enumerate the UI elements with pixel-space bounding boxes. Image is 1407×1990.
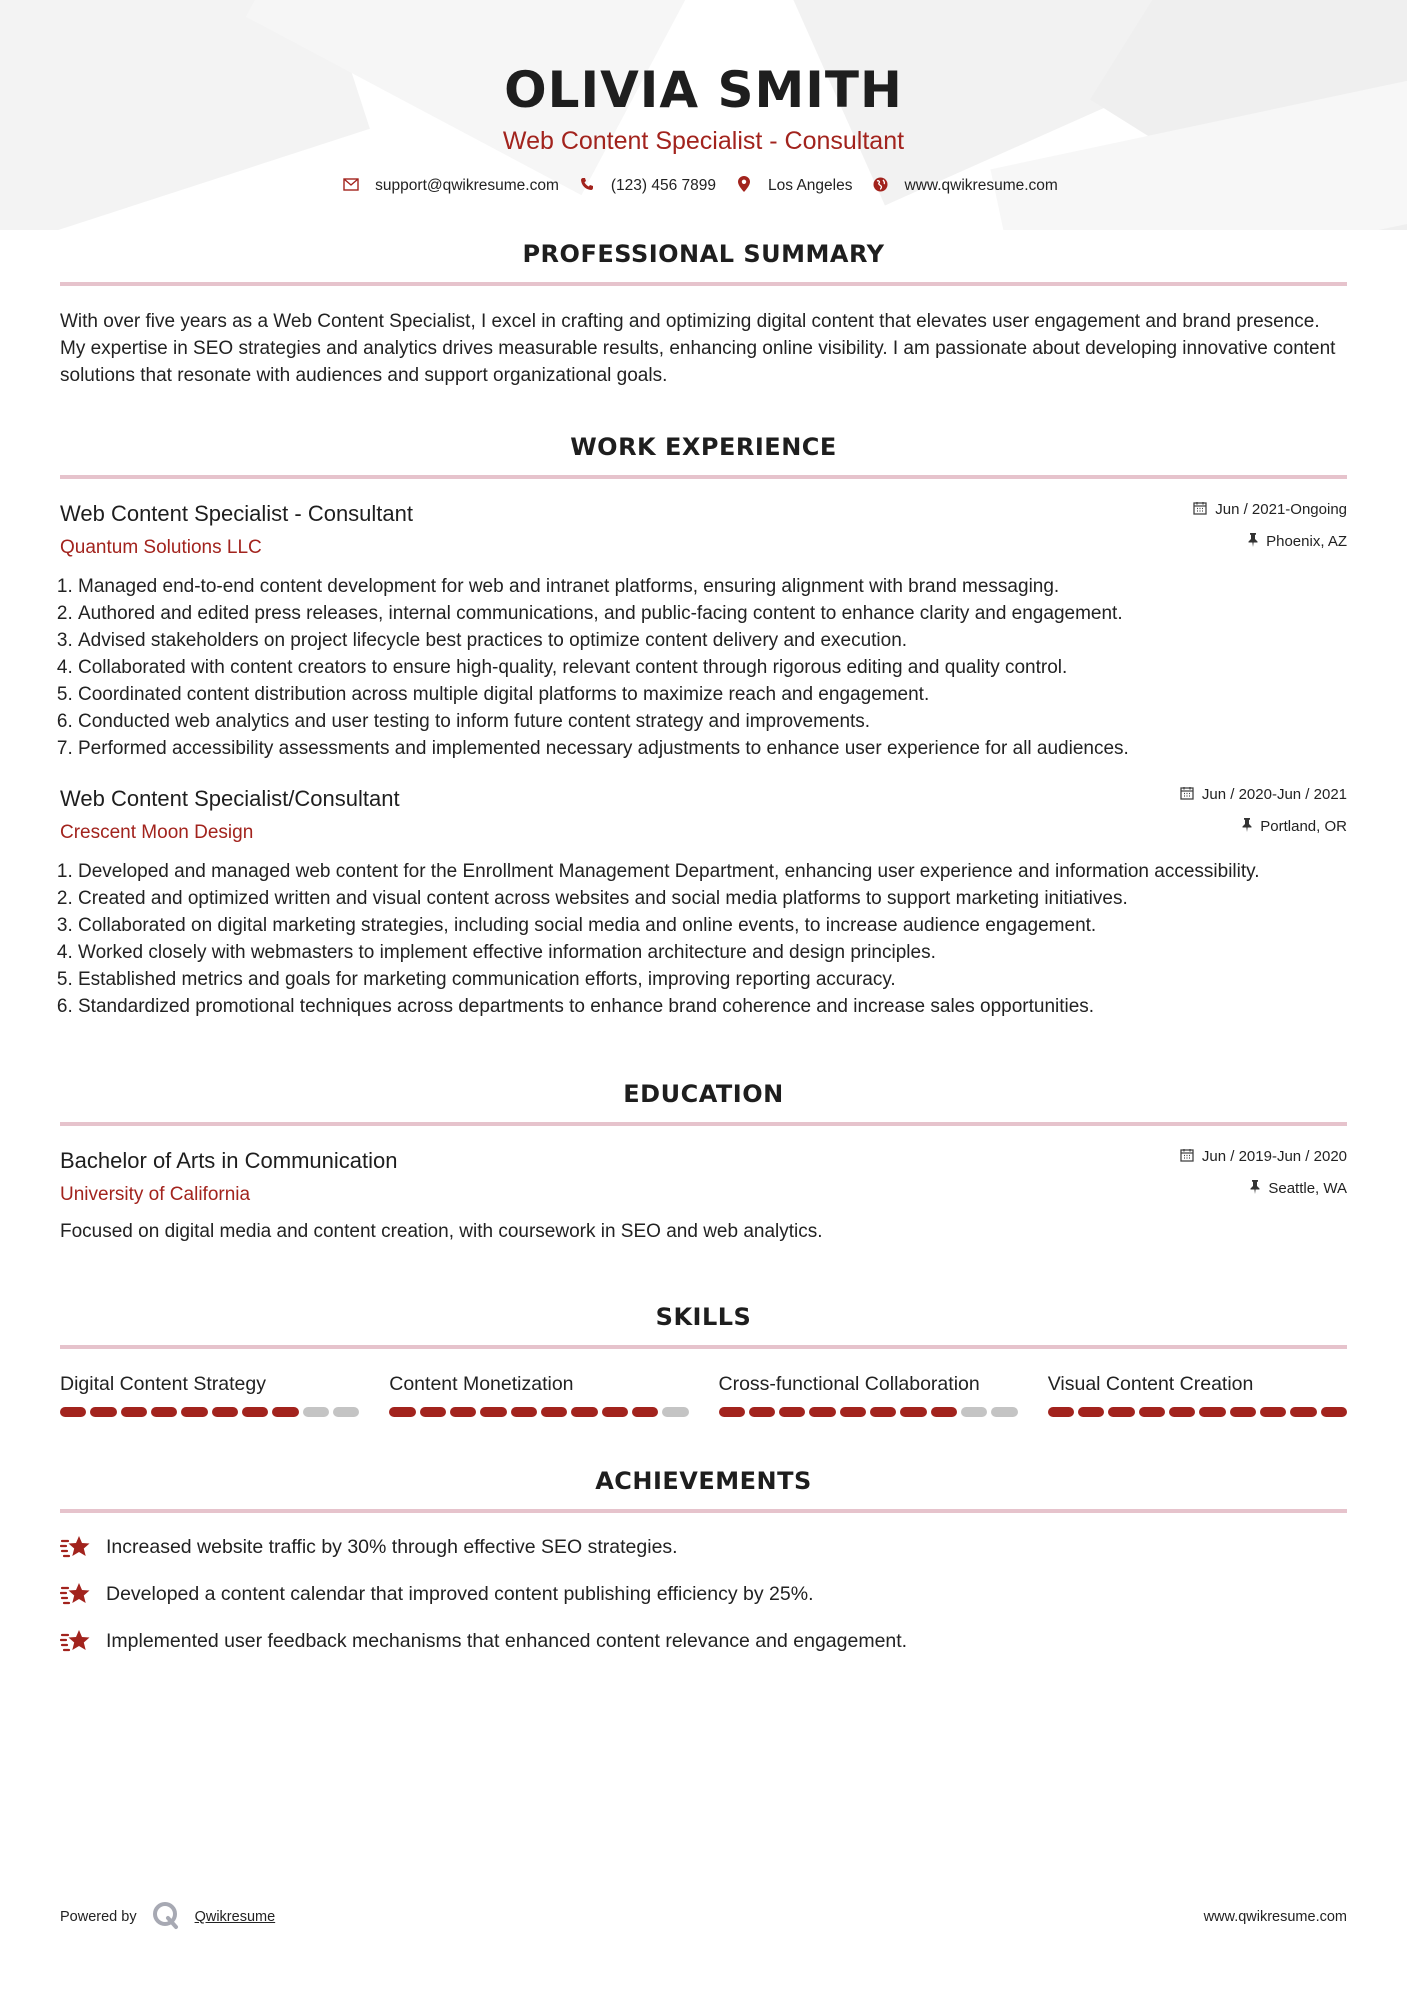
- skill-level-segment: [1260, 1407, 1286, 1417]
- section-divider: [60, 475, 1347, 479]
- contact-row: [60, 176, 1347, 196]
- skill-name: Cross-functional Collaboration: [718, 1373, 980, 1395]
- pushpin-icon: [1248, 531, 1258, 553]
- section-divider: [60, 1509, 1347, 1513]
- bullet-item: 1. Developed and managed web content for the Enrollment Management Department, enhancing user experience and information accessibility.: [78, 858, 1347, 885]
- school: University of California: [60, 1184, 251, 1205]
- bullet-item: 5. Coordinated content distribution across multiple digital platforms to maximize reach and engagement.: [78, 681, 1347, 708]
- achievement-item: [60, 1627, 1347, 1655]
- shooting-star-icon: [60, 1580, 92, 1608]
- shooting-star-icon: [60, 1533, 92, 1561]
- contact-location-text: Los Angeles: [768, 177, 853, 194]
- degree: Bachelor of Arts in Communication: [60, 1148, 398, 1173]
- globe-icon: [873, 177, 889, 196]
- skill-level-segment: [121, 1407, 147, 1417]
- phone-icon: [579, 177, 595, 195]
- education-entry: [60, 1146, 1347, 1245]
- job-company: Crescent Moon Design: [60, 822, 254, 843]
- skill-level-segment: [333, 1407, 359, 1417]
- skill-level-segment: [420, 1407, 446, 1417]
- skill-level-segment: [1139, 1407, 1165, 1417]
- skill-level-segment: [450, 1407, 476, 1417]
- achievement-text: Developed a content calendar that improved content publishing efficiency by 25%.: [106, 1583, 814, 1605]
- skill-name: Content Monetization: [389, 1373, 574, 1395]
- skill-level-segment: [900, 1407, 926, 1417]
- summary-heading: PROFESSIONAL SUMMARY: [522, 240, 885, 268]
- skill-level-segment: [571, 1407, 597, 1417]
- job-entry: [60, 499, 1347, 762]
- contact-email-text: support@qwikresume.com: [375, 177, 559, 194]
- job-role: Web Content Specialist/Consultant: [60, 786, 400, 811]
- skill-level-segment: [991, 1407, 1017, 1417]
- job-location: Phoenix, AZ: [1266, 533, 1347, 550]
- contact-website-text: www.qwikresume.com: [904, 177, 1058, 194]
- skill-level-bar: [389, 1407, 688, 1417]
- achievements-list: [60, 1533, 1347, 1655]
- calendar-icon: [1180, 784, 1194, 806]
- shooting-star-icon: [60, 1627, 92, 1655]
- achievement-text: Implemented user feedback mechanisms that enhanced content relevance and engagement.: [106, 1630, 908, 1652]
- contact-phone-text: (123) 456 7899: [610, 177, 717, 194]
- bullet-item: 1. Managed end-to-end content development for web and intranet platforms, ensuring alignment with brand messaging.: [78, 573, 1347, 600]
- skill-level-segment: [242, 1407, 268, 1417]
- footer-website[interactable]: www.qwikresume.com: [1203, 1909, 1347, 1925]
- job-company: Quantum Solutions LLC: [60, 537, 262, 558]
- skill-item: [1048, 1371, 1347, 1417]
- job-dates: Jun / 2020-Jun / 2021: [1201, 786, 1347, 803]
- skill-level-segment: [1230, 1407, 1256, 1417]
- section-divider: [60, 1345, 1347, 1349]
- candidate-title: Web Content Specialist - Consultant: [502, 127, 905, 155]
- skill-level-segment: [749, 1407, 775, 1417]
- skill-item: [719, 1371, 1018, 1417]
- candidate-name: OLIVIA SMITH: [504, 61, 903, 119]
- job-bullets: [60, 573, 1347, 762]
- skill-level-segment: [541, 1407, 567, 1417]
- education-section: [60, 1080, 1347, 1245]
- page-footer: [60, 1900, 1347, 1934]
- job-bullets: [60, 858, 1347, 1020]
- skill-level-segment: [779, 1407, 805, 1417]
- summary-text: With over five years as a Web Content Specialist, I excel in crafting and optimizing digital content that elevates user engagement and brand presence. My expertise in SEO strategies and analytics drives measurable results, enhancing online visibility. I am passionate about developing innovative content solutions that resonate with audiences and support organizational goals.: [60, 311, 1336, 386]
- skill-level-segment: [809, 1407, 835, 1417]
- summary-section: [60, 240, 1347, 389]
- skill-level-segment: [389, 1407, 415, 1417]
- skill-level-segment: [840, 1407, 866, 1417]
- skill-level-segment: [931, 1407, 957, 1417]
- skill-level-segment: [60, 1407, 86, 1417]
- resume-header: [60, 0, 1347, 196]
- map-marker-icon: [736, 176, 752, 196]
- skill-name: Visual Content Creation: [1047, 1373, 1254, 1395]
- education-heading: EDUCATION: [623, 1080, 784, 1108]
- bullet-item: 3. Collaborated on digital marketing strategies, including social media and online events, to increase audience engagement.: [78, 912, 1347, 939]
- education-description: Focused on digital media and content creation, with coursework in SEO and web analytics.: [60, 1221, 823, 1242]
- skill-level-bar: [60, 1407, 359, 1417]
- skill-level-bar: [1048, 1407, 1347, 1417]
- skill-level-segment: [1048, 1407, 1074, 1417]
- bullet-item: 4. Worked closely with webmasters to implement effective information architecture and design principles.: [78, 939, 1347, 966]
- skill-level-segment: [1321, 1407, 1347, 1417]
- powered-by: [60, 1900, 275, 1934]
- skill-level-segment: [480, 1407, 506, 1417]
- qwikresume-link[interactable]: Qwikresume: [194, 1909, 276, 1925]
- bullet-item: 2. Created and optimized written and visual content across websites and social media platforms to support marketing initiatives.: [78, 885, 1347, 912]
- bullet-item: 6. Conducted web analytics and user testing to inform future content strategy and improvements.: [78, 708, 1347, 735]
- skill-level-segment: [719, 1407, 745, 1417]
- skill-level-segment: [511, 1407, 537, 1417]
- contact-location: [736, 176, 852, 196]
- education-dates: Jun / 2019-Jun / 2020: [1201, 1148, 1347, 1165]
- bullet-item: 2. Authored and edited press releases, internal communications, and public-facing content to enhance clarity and engagement.: [78, 600, 1347, 627]
- calendar-icon: [1193, 499, 1207, 521]
- pushpin-icon: [1250, 1178, 1260, 1200]
- section-divider: [60, 282, 1347, 286]
- skill-level-segment: [181, 1407, 207, 1417]
- job-entry: [60, 784, 1347, 1020]
- skill-level-segment: [272, 1407, 298, 1417]
- skill-level-segment: [662, 1407, 688, 1417]
- bullet-item: 3. Advised stakeholders on project lifecycle best practices to optimize content delivery and execution.: [78, 627, 1347, 654]
- calendar-icon: [1180, 1146, 1194, 1168]
- bullet-item: 4. Collaborated with content creators to ensure high-quality, relevant content through rigorous editing and quality control.: [78, 654, 1347, 681]
- bullet-item: 5. Established metrics and goals for marketing communication efforts, improving reporting accuracy.: [78, 966, 1347, 993]
- skill-level-segment: [1169, 1407, 1195, 1417]
- envelope-icon: [343, 178, 359, 195]
- skill-level-segment: [870, 1407, 896, 1417]
- bullet-item: 7. Performed accessibility assessments and implemented necessary adjustments to enhance user experience for all audiences.: [78, 735, 1347, 762]
- skill-level-bar: [719, 1407, 1018, 1417]
- job-role: Web Content Specialist - Consultant: [60, 501, 413, 526]
- job-dates: Jun / 2021-Ongoing: [1215, 501, 1347, 518]
- skill-level-segment: [151, 1407, 177, 1417]
- pushpin-icon: [1242, 816, 1252, 838]
- skill-level-segment: [90, 1407, 116, 1417]
- skill-level-segment: [1108, 1407, 1134, 1417]
- skill-item: [389, 1371, 688, 1417]
- experience-section: [60, 433, 1347, 1020]
- skill-level-segment: [1199, 1407, 1225, 1417]
- skill-level-segment: [602, 1407, 628, 1417]
- skill-level-segment: [212, 1407, 238, 1417]
- education-location: Seattle, WA: [1268, 1180, 1347, 1197]
- skill-item: [60, 1371, 359, 1417]
- skill-level-segment: [1290, 1407, 1316, 1417]
- skill-name: Digital Content Strategy: [60, 1373, 266, 1395]
- contact-phone[interactable]: [579, 177, 716, 195]
- skills-heading: SKILLS: [655, 1303, 752, 1331]
- skill-level-segment: [632, 1407, 658, 1417]
- achievement-item: [60, 1580, 1347, 1608]
- achievement-item: [60, 1533, 1347, 1561]
- experience-heading: WORK EXPERIENCE: [570, 433, 837, 461]
- contact-email[interactable]: [343, 177, 559, 195]
- powered-by-label: Powered by: [60, 1909, 137, 1925]
- achievements-section: [60, 1467, 1347, 1655]
- achievement-text: Increased website traffic by 30% through effective SEO strategies.: [106, 1536, 678, 1558]
- skill-level-segment: [303, 1407, 329, 1417]
- achievements-heading: ACHIEVEMENTS: [595, 1467, 812, 1495]
- qwikresume-logo-icon: [151, 1900, 181, 1934]
- skills-list: [60, 1371, 1347, 1417]
- skills-section: [60, 1303, 1347, 1417]
- section-divider: [60, 1122, 1347, 1126]
- job-location: Portland, OR: [1260, 818, 1347, 835]
- contact-website[interactable]: [873, 177, 1058, 196]
- bullet-item: 6. Standardized promotional techniques across departments to enhance brand coherence and increase sales opportunities.: [78, 993, 1347, 1020]
- skill-level-segment: [1078, 1407, 1104, 1417]
- skill-level-segment: [961, 1407, 987, 1417]
